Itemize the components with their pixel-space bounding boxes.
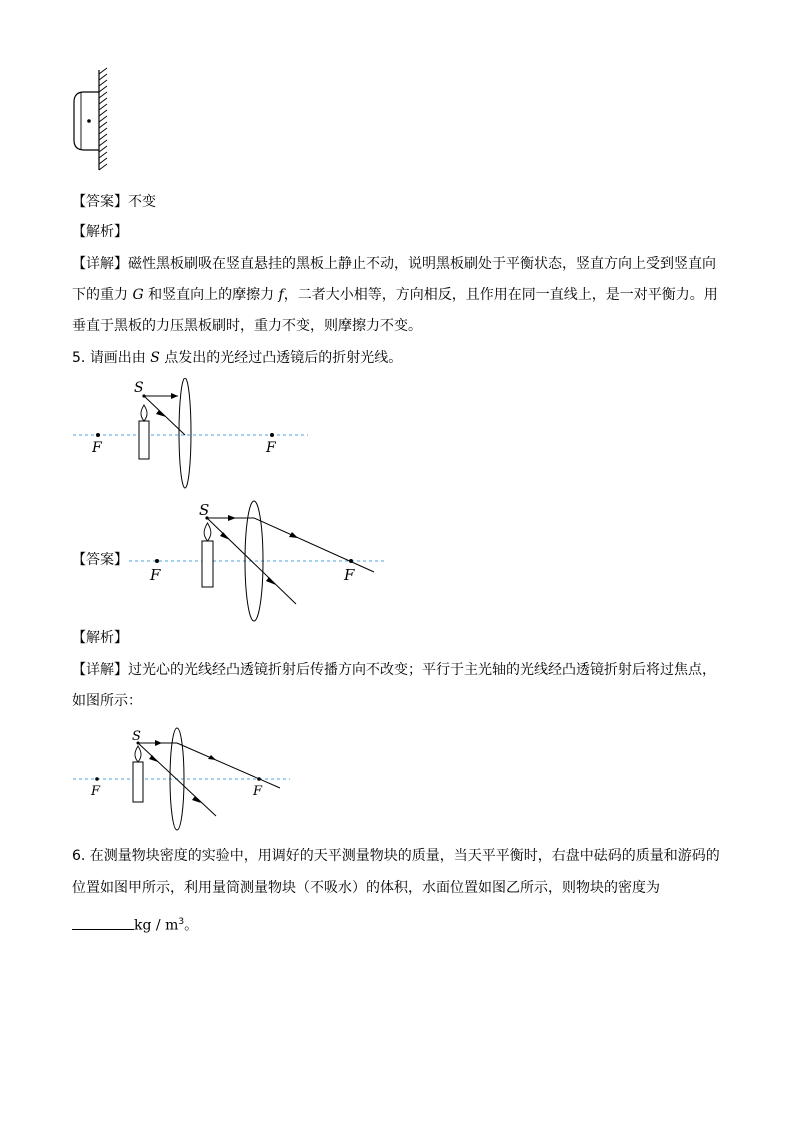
question-number: 5. (72, 350, 86, 366)
point-label-S: S (134, 380, 144, 396)
detail-label: 【详解】 (72, 662, 128, 678)
point-label-S: S (132, 729, 141, 744)
detail-text: 和竖直向上的摩擦力 (143, 287, 279, 303)
detail-text: 磁性黑板刷吸在竖直悬挂的黑板上静止不动，说明黑板刷处于平衡状态，竖直方向上受到竖直向 (128, 256, 716, 272)
point-label-S: S (199, 501, 210, 519)
answer-blank[interactable] (72, 915, 134, 930)
analysis-label: 【解析】 (72, 630, 128, 646)
focus-label-F: F (266, 440, 276, 456)
detail-text: 垂直于黑板的力压黑板刷时，重力不变，则摩擦力不变。 (72, 318, 422, 334)
question-text: 位置如图甲所示，利用量筒测量物块（不吸水）的体积，水面位置如图乙所示，则物块的密度为 (72, 880, 660, 896)
detail-text: 过光心的光线经凸透镜折射后传播方向不改变；平行于主光轴的光线经凸透镜折射后将过焦点， (128, 662, 716, 678)
unit-text: kg / m (134, 917, 179, 934)
detail-text: ，二者大小相等，方向相反，且作用在同一直线上，是一对平衡力。用 (283, 287, 718, 303)
lens-question-figure (70, 378, 315, 493)
analysis-label: 【解析】 (72, 224, 128, 240)
detail-text: 下的重力 (72, 287, 133, 303)
unit-superscript: 3 (178, 917, 185, 927)
detail-text: 如图所示： (72, 693, 142, 709)
blackboard-brush-figure (66, 66, 116, 174)
focus-label-F: F (150, 566, 161, 584)
symbol-S: S (150, 350, 160, 366)
symbol-f: f (278, 287, 284, 303)
symbol-G: G (132, 287, 144, 303)
focus-label-F: F (92, 440, 102, 456)
focus-label-F: F (91, 784, 101, 799)
question-text: 6. 在测量物块密度的实验中，用调好的天平测量物块的质量，当天平平衡时，右盘中砝码的质量和游码的 (72, 848, 720, 864)
answer-label: 【答案】 (72, 552, 128, 568)
detail-label: 【详解】 (72, 256, 128, 272)
focus-label-F: F (344, 566, 355, 584)
focus-label-F: F (253, 784, 263, 799)
lens-explanation-figure (70, 726, 295, 832)
question-text: 请画出由 (89, 350, 151, 366)
question-text: 点发出的光经过凸透镜后的折射光线。 (159, 350, 403, 366)
question-end: 。 (184, 917, 199, 934)
answer-text: 不变 (128, 194, 156, 210)
answer-label: 【答案】 (72, 194, 128, 210)
lens-answer-figure (126, 500, 388, 624)
